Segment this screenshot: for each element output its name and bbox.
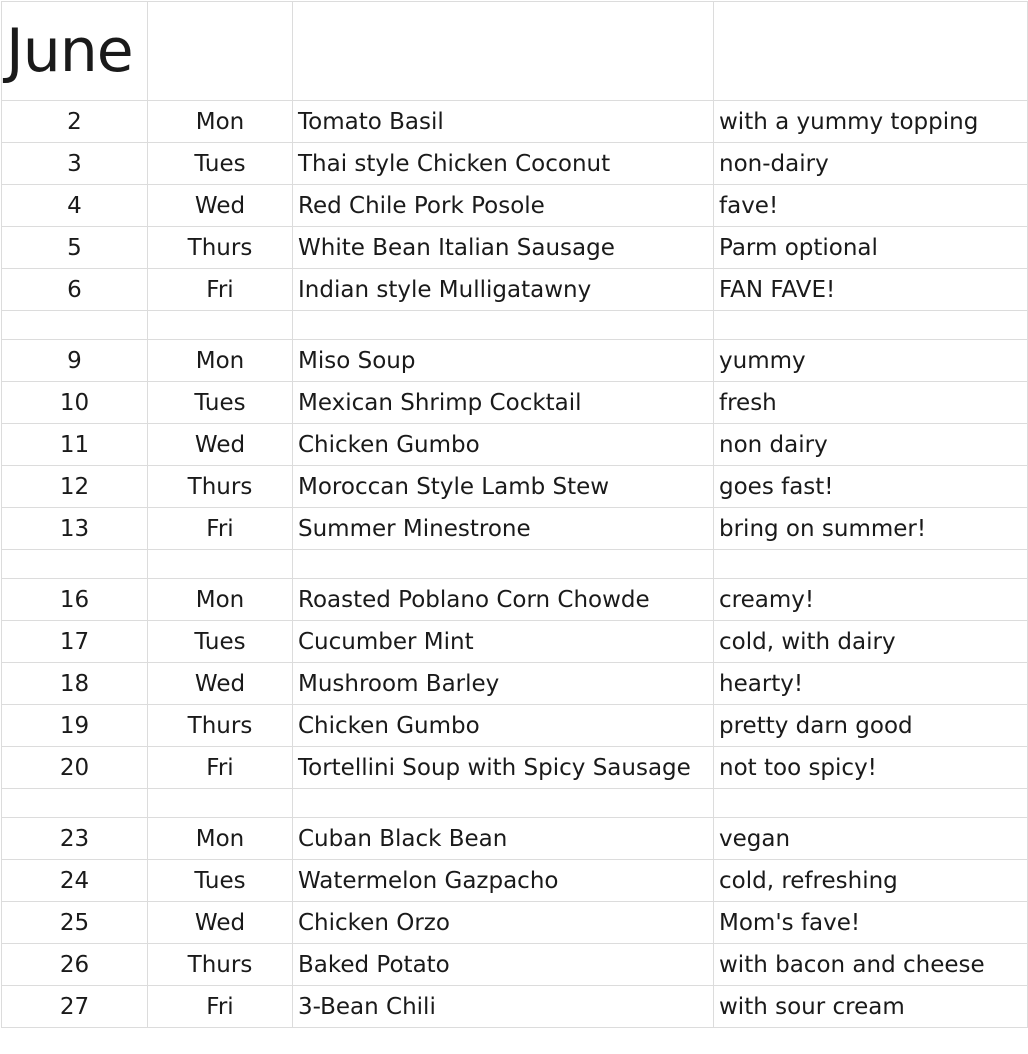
date-cell[interactable]: 13 [2, 508, 148, 550]
date-cell[interactable]: 5 [2, 227, 148, 269]
table-row [2, 508, 1028, 550]
date-cell[interactable]: 6 [2, 269, 148, 311]
day-cell[interactable]: Wed [148, 663, 293, 705]
soup-cell[interactable]: Mexican Shrimp Cocktail [293, 382, 714, 424]
table-row [2, 621, 1028, 663]
note-cell[interactable]: cold, refreshing [714, 860, 1028, 902]
month-title[interactable]: June [2, 2, 148, 101]
soup-cell[interactable]: Moroccan Style Lamb Stew [293, 466, 714, 508]
empty-cell[interactable] [148, 2, 293, 101]
date-cell[interactable]: 12 [2, 466, 148, 508]
table-row [2, 227, 1028, 269]
week-spacer-row [2, 550, 1028, 579]
soup-cell[interactable]: Indian style Mulligatawny [293, 269, 714, 311]
empty-cell[interactable] [714, 311, 1028, 340]
day-cell[interactable]: Thurs [148, 227, 293, 269]
soup-cell[interactable]: Cuban Black Bean [293, 818, 714, 860]
day-cell[interactable]: Thurs [148, 944, 293, 986]
note-cell[interactable]: bring on summer! [714, 508, 1028, 550]
note-cell[interactable]: FAN FAVE! [714, 269, 1028, 311]
note-cell[interactable]: Mom's fave! [714, 902, 1028, 944]
day-cell[interactable]: Wed [148, 424, 293, 466]
note-cell[interactable]: with sour cream [714, 986, 1028, 1028]
week-spacer-row [2, 311, 1028, 340]
soup-cell[interactable]: 3-Bean Chili [293, 986, 714, 1028]
date-cell[interactable]: 23 [2, 818, 148, 860]
table-row [2, 382, 1028, 424]
day-cell[interactable]: Tues [148, 143, 293, 185]
empty-cell[interactable] [293, 311, 714, 340]
note-cell[interactable]: not too spicy! [714, 747, 1028, 789]
soup-cell[interactable]: Roasted Poblano Corn Chowde [293, 579, 714, 621]
table-row [2, 705, 1028, 747]
soup-cell[interactable]: Red Chile Pork Posole [293, 185, 714, 227]
week-spacer-row [2, 789, 1028, 818]
empty-cell[interactable] [2, 311, 148, 340]
note-cell[interactable]: non dairy [714, 424, 1028, 466]
empty-cell[interactable] [148, 311, 293, 340]
table-row [2, 986, 1028, 1028]
table-row [2, 185, 1028, 227]
table-row [2, 818, 1028, 860]
day-cell[interactable]: Wed [148, 185, 293, 227]
note-cell[interactable]: non-dairy [714, 143, 1028, 185]
note-cell[interactable]: Parm optional [714, 227, 1028, 269]
soup-cell[interactable]: White Bean Italian Sausage [293, 227, 714, 269]
note-cell[interactable]: pretty darn good [714, 705, 1028, 747]
empty-cell[interactable] [2, 550, 148, 579]
empty-cell[interactable] [2, 789, 148, 818]
note-cell[interactable]: with bacon and cheese [714, 944, 1028, 986]
day-cell[interactable]: Mon [148, 101, 293, 143]
day-cell[interactable]: Tues [148, 621, 293, 663]
note-cell[interactable]: goes fast! [714, 466, 1028, 508]
note-cell[interactable]: hearty! [714, 663, 1028, 705]
date-cell[interactable]: 9 [2, 340, 148, 382]
soup-cell[interactable]: Summer Minestrone [293, 508, 714, 550]
table-row [2, 269, 1028, 311]
table-row [2, 143, 1028, 185]
table-row [2, 424, 1028, 466]
date-cell[interactable]: 17 [2, 621, 148, 663]
note-cell[interactable]: with a yummy topping [714, 101, 1028, 143]
day-cell[interactable]: Fri [148, 986, 293, 1028]
day-cell[interactable]: Wed [148, 902, 293, 944]
empty-cell[interactable] [148, 789, 293, 818]
table-row [2, 579, 1028, 621]
date-cell[interactable]: 27 [2, 986, 148, 1028]
empty-cell[interactable] [293, 550, 714, 579]
day-cell[interactable]: Thurs [148, 705, 293, 747]
soup-cell[interactable]: Miso Soup [293, 340, 714, 382]
empty-cell[interactable] [714, 2, 1028, 101]
day-cell[interactable]: Tues [148, 382, 293, 424]
day-cell[interactable]: Mon [148, 340, 293, 382]
table-row [2, 944, 1028, 986]
note-cell[interactable]: vegan [714, 818, 1028, 860]
date-cell[interactable]: 2 [2, 101, 148, 143]
note-cell[interactable]: yummy [714, 340, 1028, 382]
soup-cell[interactable]: Watermelon Gazpacho [293, 860, 714, 902]
day-cell[interactable]: Mon [148, 818, 293, 860]
date-cell[interactable]: 19 [2, 705, 148, 747]
soup-cell[interactable]: Tomato Basil [293, 101, 714, 143]
soup-cell[interactable]: Baked Potato [293, 944, 714, 986]
day-cell[interactable]: Fri [148, 508, 293, 550]
empty-cell[interactable] [714, 789, 1028, 818]
date-cell[interactable]: 10 [2, 382, 148, 424]
note-cell[interactable]: cold, with dairy [714, 621, 1028, 663]
day-cell[interactable]: Tues [148, 860, 293, 902]
title-row [2, 2, 1028, 101]
table-row [2, 860, 1028, 902]
date-cell[interactable]: 26 [2, 944, 148, 986]
soup-cell[interactable]: Cucumber Mint [293, 621, 714, 663]
note-cell[interactable]: fave! [714, 185, 1028, 227]
date-cell[interactable]: 24 [2, 860, 148, 902]
empty-cell[interactable] [293, 789, 714, 818]
empty-cell[interactable] [293, 2, 714, 101]
day-cell[interactable]: Fri [148, 747, 293, 789]
date-cell[interactable]: 20 [2, 747, 148, 789]
soup-cell[interactable]: Chicken Gumbo [293, 424, 714, 466]
date-cell[interactable]: 25 [2, 902, 148, 944]
empty-cell[interactable] [714, 550, 1028, 579]
soup-cell[interactable]: Thai style Chicken Coconut [293, 143, 714, 185]
soup-calendar-table [1, 1, 1028, 1028]
date-cell[interactable]: 18 [2, 663, 148, 705]
table-row [2, 101, 1028, 143]
soup-cell[interactable]: Tortellini Soup with Spicy Sausage [293, 747, 714, 789]
date-cell[interactable]: 16 [2, 579, 148, 621]
table-row [2, 340, 1028, 382]
table-row [2, 663, 1028, 705]
date-cell[interactable]: 4 [2, 185, 148, 227]
day-cell[interactable]: Thurs [148, 466, 293, 508]
day-cell[interactable]: Fri [148, 269, 293, 311]
date-cell[interactable]: 11 [2, 424, 148, 466]
day-cell[interactable]: Mon [148, 579, 293, 621]
table-row [2, 466, 1028, 508]
soup-cell[interactable]: Chicken Gumbo [293, 705, 714, 747]
empty-cell[interactable] [148, 550, 293, 579]
table-row [2, 747, 1028, 789]
soup-cell[interactable]: Chicken Orzo [293, 902, 714, 944]
soup-cell[interactable]: Mushroom Barley [293, 663, 714, 705]
date-cell[interactable]: 3 [2, 143, 148, 185]
note-cell[interactable]: creamy! [714, 579, 1028, 621]
note-cell[interactable]: fresh [714, 382, 1028, 424]
table-row [2, 902, 1028, 944]
